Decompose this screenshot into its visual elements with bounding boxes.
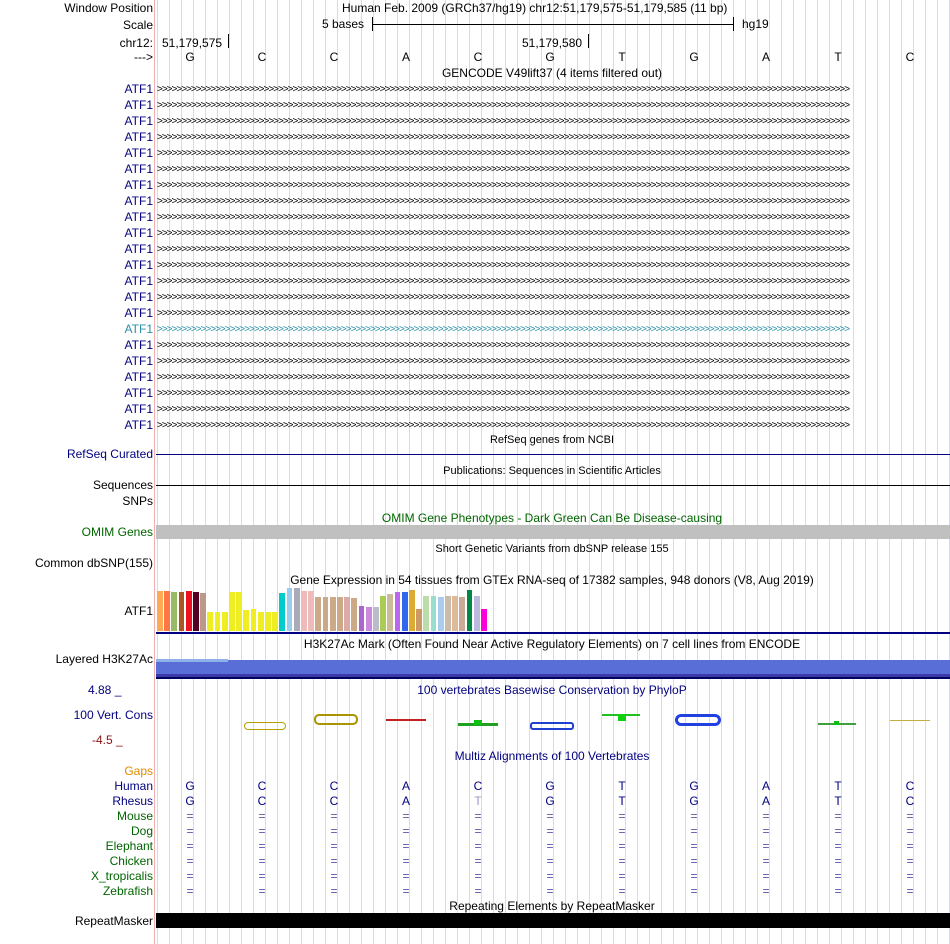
- alignment-base: =: [834, 839, 842, 853]
- gtex-tissue-bar[interactable]: [301, 591, 307, 631]
- phylop-title[interactable]: 100 vertebrates Basewise Conservation by PhyloP: [417, 683, 687, 697]
- gencode-transcript[interactable]: >>>>>>>>>>>>>>>>>>>>>>>>>>>>>>>>>>>>>>>>>>>>>>>>>>>>>>>>>>>>>>>>>>>>>>>>>>>>>>>>>>>>>>>>>>>>>>>>>>>>>>>>>>>>>>>>>>>>>>>>>>>>>>>>>>>>>>>>>>>>>>>: [157, 149, 850, 159]
- h3k27ac-signal-layer: [156, 659, 228, 662]
- gencode-transcript[interactable]: >>>>>>>>>>>>>>>>>>>>>>>>>>>>>>>>>>>>>>>>>>>>>>>>>>>>>>>>>>>>>>>>>>>>>>>>>>>>>>>>>>>>>>>>>>>>>>>>>>>>>>>>>>>>>>>>>>>>>>>>>>>>>>>>>>>>>>>>>>>>>>>: [157, 293, 850, 303]
- gencode-item-label[interactable]: ATF1: [124, 338, 153, 352]
- base-letter: G: [185, 50, 195, 64]
- gencode-item-label[interactable]: ATF1: [124, 322, 153, 336]
- gencode-transcript[interactable]: >>>>>>>>>>>>>>>>>>>>>>>>>>>>>>>>>>>>>>>>>>>>>>>>>>>>>>>>>>>>>>>>>>>>>>>>>>>>>>>>>>>>>>>>>>>>>>>>>>>>>>>>>>>>>>>>>>>>>>>>>>>>>>>>>>>>>>>>>>>>>>>: [157, 117, 850, 127]
- alignment-base: =: [402, 839, 410, 853]
- gencode-item-label[interactable]: ATF1: [124, 162, 153, 176]
- alignment-base: =: [186, 839, 194, 853]
- alignment-base: =: [258, 839, 266, 853]
- scale-text: 5 bases: [322, 17, 365, 31]
- gencode-transcript[interactable]: >>>>>>>>>>>>>>>>>>>>>>>>>>>>>>>>>>>>>>>>>>>>>>>>>>>>>>>>>>>>>>>>>>>>>>>>>>>>>>>>>>>>>>>>>>>>>>>>>>>>>>>>>>>>>>>>>>>>>>>>>>>>>>>>>>>>>>>>>>>>>>>: [157, 181, 850, 191]
- scale-db: hg19: [742, 17, 769, 31]
- multiz-species-label[interactable]: X_tropicalis: [90, 869, 153, 883]
- gtex-tissue-bar[interactable]: [431, 596, 437, 631]
- logo-letter-t-stem: [474, 720, 482, 725]
- alignment-base: =: [330, 809, 338, 823]
- gtex-tissue-bar[interactable]: [157, 591, 163, 631]
- coord-start-tick: [228, 34, 229, 48]
- alignment-base: =: [258, 854, 266, 868]
- gencode-item-label[interactable]: ATF1: [124, 354, 153, 368]
- alignment-base: =: [834, 869, 842, 883]
- gencode-transcript[interactable]: >>>>>>>>>>>>>>>>>>>>>>>>>>>>>>>>>>>>>>>>>>>>>>>>>>>>>>>>>>>>>>>>>>>>>>>>>>>>>>>>>>>>>>>>>>>>>>>>>>>>>>>>>>>>>>>>>>>>>>>>>>>>>>>>>>>>>>>>>>>>>>>: [157, 357, 850, 367]
- alignment-base: A: [401, 794, 411, 808]
- alignment-base: =: [474, 884, 482, 898]
- h3k27ac-title[interactable]: H3K27Ac Mark (Often Found Near Active Regulatory Elements) on 7 cell lines from ENCODE: [303, 637, 801, 651]
- alignment-base: =: [186, 854, 194, 868]
- alignment-base: =: [762, 869, 770, 883]
- gencode-transcript[interactable]: >>>>>>>>>>>>>>>>>>>>>>>>>>>>>>>>>>>>>>>>>>>>>>>>>>>>>>>>>>>>>>>>>>>>>>>>>>>>>>>>>>>>>>>>>>>>>>>>>>>>>>>>>>>>>>>>>>>>>>>>>>>>>>>>>>>>>>>>>>>>>>>: [157, 165, 850, 175]
- phylop-max: 4.88 _: [88, 683, 122, 697]
- gencode-item-label[interactable]: ATF1: [124, 306, 153, 320]
- label-separator: [154, 0, 155, 944]
- alignment-base: =: [690, 839, 698, 853]
- alignment-base: =: [690, 824, 698, 838]
- gtex-tissue-bar[interactable]: [438, 597, 444, 631]
- alignment-base: A: [761, 779, 771, 793]
- alignment-base: G: [185, 779, 195, 793]
- h3k27ac-floor: [156, 677, 950, 679]
- alignment-base: =: [546, 824, 554, 838]
- alignment-base: =: [546, 854, 554, 868]
- alignment-base: =: [474, 839, 482, 853]
- gencode-transcript[interactable]: >>>>>>>>>>>>>>>>>>>>>>>>>>>>>>>>>>>>>>>>>>>>>>>>>>>>>>>>>>>>>>>>>>>>>>>>>>>>>>>>>>>>>>>>>>>>>>>>>>>>>>>>>>>>>>>>>>>>>>>>>>>>>>>>>>>>>>>>>>>>>>>: [157, 85, 850, 95]
- gtex-tissue-bar[interactable]: [323, 597, 329, 631]
- alignment-base: =: [834, 884, 842, 898]
- gtex-tissue-bar[interactable]: [272, 612, 278, 631]
- gtex-tissue-bar[interactable]: [351, 598, 357, 631]
- alignment-base: G: [185, 794, 195, 808]
- refseq-title[interactable]: RefSeq genes from NCBI: [489, 434, 615, 446]
- alignment-base: =: [402, 824, 410, 838]
- gtex-tissue-bar[interactable]: [229, 592, 235, 631]
- alignment-base: A: [401, 779, 411, 793]
- base-letter: A: [401, 50, 411, 64]
- gtex-tissue-bar[interactable]: [279, 593, 285, 631]
- alignment-base: =: [330, 869, 338, 883]
- alignment-base: =: [402, 809, 410, 823]
- gencode-item-label[interactable]: ATF1: [124, 290, 153, 304]
- logo-letter-t-stem: [618, 714, 626, 721]
- alignment-base: =: [186, 824, 194, 838]
- omim-title[interactable]: OMIM Gene Phenotypes - Dark Green Can Be Disease-causing: [381, 511, 723, 525]
- multiz-species-label[interactable]: Mouse: [116, 809, 153, 823]
- scale-label: Scale: [122, 18, 153, 32]
- multiz-species-label[interactable]: Zebrafish: [102, 884, 153, 898]
- gtex-tissue-bar[interactable]: [164, 591, 170, 631]
- alignment-base: =: [546, 884, 554, 898]
- alignment-base: =: [618, 809, 626, 823]
- base-letter: C: [257, 50, 267, 64]
- base-letter: C: [329, 50, 339, 64]
- alignment-base: =: [834, 824, 842, 838]
- gencode-item-label[interactable]: ATF1: [124, 370, 153, 384]
- gtex-tissue-bar[interactable]: [423, 596, 429, 631]
- scale-bar: [372, 24, 733, 25]
- multiz-species-label[interactable]: Elephant: [105, 839, 153, 853]
- gencode-transcript[interactable]: >>>>>>>>>>>>>>>>>>>>>>>>>>>>>>>>>>>>>>>>>>>>>>>>>>>>>>>>>>>>>>>>>>>>>>>>>>>>>>>>>>>>>>>>>>>>>>>>>>>>>>>>>>>>>>>>>>>>>>>>>>>>>>>>>>>>>>>>>>>>>>>: [157, 421, 850, 431]
- gencode-transcript[interactable]: >>>>>>>>>>>>>>>>>>>>>>>>>>>>>>>>>>>>>>>>>>>>>>>>>>>>>>>>>>>>>>>>>>>>>>>>>>>>>>>>>>>>>>>>>>>>>>>>>>>>>>>>>>>>>>>>>>>>>>>>>>>>>>>>>>>>>>>>>>>>>>>: [157, 309, 850, 319]
- alignment-base: G: [545, 779, 555, 793]
- logo-letter-t-stem: [834, 721, 839, 725]
- alignment-base: =: [258, 869, 266, 883]
- strand-label: --->: [134, 50, 153, 64]
- gtex-tissue-bar[interactable]: [171, 592, 177, 631]
- alignment-base: =: [906, 839, 914, 853]
- alignment-base: =: [906, 884, 914, 898]
- gencode-item-label[interactable]: ATF1: [124, 82, 153, 96]
- alignment-base: C: [257, 794, 267, 808]
- multiz-species-label[interactable]: Chicken: [109, 854, 153, 868]
- gtex-tissue-bar[interactable]: [215, 612, 221, 631]
- alignment-base: =: [546, 869, 554, 883]
- alignment-base: =: [834, 809, 842, 823]
- alignment-base: =: [690, 854, 698, 868]
- gencode-transcript[interactable]: >>>>>>>>>>>>>>>>>>>>>>>>>>>>>>>>>>>>>>>>>>>>>>>>>>>>>>>>>>>>>>>>>>>>>>>>>>>>>>>>>>>>>>>>>>>>>>>>>>>>>>>>>>>>>>>>>>>>>>>>>>>>>>>>>>>>>>>>>>>>>>>: [157, 197, 850, 207]
- logo-letter-g: [675, 714, 721, 726]
- gtex-tissue-bar[interactable]: [222, 612, 228, 631]
- gtex-tissue-bar[interactable]: [459, 597, 465, 631]
- alignment-base: T: [618, 779, 626, 793]
- gtex-tissue-bar[interactable]: [395, 592, 401, 631]
- gtex-tissue-bar[interactable]: [186, 591, 192, 631]
- coord-mid: 51,179,580: [522, 36, 583, 50]
- alignment-base: C: [329, 794, 339, 808]
- alignment-base: =: [186, 884, 194, 898]
- alignment-base: =: [834, 854, 842, 868]
- multiz-species-label[interactable]: Dog: [130, 824, 153, 838]
- publications-label[interactable]: Sequences: [92, 478, 153, 492]
- multiz-species-label[interactable]: Human: [114, 779, 153, 793]
- repeatmasker-bar[interactable]: [156, 913, 950, 928]
- alignment-base: T: [618, 794, 626, 808]
- gencode-transcript[interactable]: >>>>>>>>>>>>>>>>>>>>>>>>>>>>>>>>>>>>>>>>>>>>>>>>>>>>>>>>>>>>>>>>>>>>>>>>>>>>>>>>>>>>>>>>>>>>>>>>>>>>>>>>>>>>>>>>>>>>>>>>>>>>>>>>>>>>>>>>>>>>>>>: [157, 277, 850, 287]
- base-letter: T: [834, 50, 842, 64]
- base-letter: G: [545, 50, 555, 64]
- gtex-tissue-bar[interactable]: [200, 593, 206, 631]
- alignment-base: =: [474, 809, 482, 823]
- coord-start: 51,179,575: [162, 36, 223, 50]
- base-letter: T: [618, 50, 626, 64]
- gtex-tissue-bar[interactable]: [474, 596, 480, 631]
- alignment-base: =: [402, 854, 410, 868]
- alignment-base: T: [474, 794, 482, 808]
- gtex-label[interactable]: ATF1: [124, 604, 153, 618]
- alignment-base: =: [906, 824, 914, 838]
- alignment-base: C: [257, 779, 267, 793]
- gencode-transcript[interactable]: >>>>>>>>>>>>>>>>>>>>>>>>>>>>>>>>>>>>>>>>>>>>>>>>>>>>>>>>>>>>>>>>>>>>>>>>>>>>>>>>>>>>>>>>>>>>>>>>>>>>>>>>>>>>>>>>>>>>>>>>>>>>>>>>>>>>>>>>>>>>>>>: [157, 405, 850, 415]
- gtex-tissue-bar[interactable]: [452, 596, 458, 631]
- alignment-base: =: [762, 839, 770, 853]
- gtex-baseline: [156, 632, 950, 634]
- phylop-label[interactable]: 100 Vert. Cons: [73, 708, 153, 722]
- alignment-base: =: [186, 869, 194, 883]
- gtex-tissue-bar[interactable]: [236, 592, 242, 631]
- gtex-tissue-bar[interactable]: [481, 609, 487, 631]
- alignment-base: =: [402, 884, 410, 898]
- alignment-base: =: [762, 884, 770, 898]
- phylop-min: -4.5 _: [92, 733, 123, 747]
- alignment-base: =: [762, 824, 770, 838]
- chrom-label: chr12:: [119, 36, 153, 50]
- repeatmasker-label[interactable]: RepeatMasker: [74, 914, 153, 928]
- gtex-tissue-bar[interactable]: [359, 606, 365, 631]
- gencode-transcript[interactable]: >>>>>>>>>>>>>>>>>>>>>>>>>>>>>>>>>>>>>>>>>>>>>>>>>>>>>>>>>>>>>>>>>>>>>>>>>>>>>>>>>>>>>>>>>>>>>>>>>>>>>>>>>>>>>>>>>>>>>>>>>>>>>>>>>>>>>>>>>>>>>>>: [157, 261, 850, 271]
- gencode-transcript[interactable]: >>>>>>>>>>>>>>>>>>>>>>>>>>>>>>>>>>>>>>>>>>>>>>>>>>>>>>>>>>>>>>>>>>>>>>>>>>>>>>>>>>>>>>>>>>>>>>>>>>>>>>>>>>>>>>>>>>>>>>>>>>>>>>>>>>>>>>>>>>>>>>>: [157, 101, 850, 111]
- gtex-tissue-bar[interactable]: [467, 590, 473, 631]
- alignment-base: =: [762, 854, 770, 868]
- gtex-bar-chart[interactable]: [157, 588, 537, 631]
- alignment-base: T: [834, 794, 842, 808]
- gtex-tissue-bar[interactable]: [308, 591, 314, 631]
- gtex-tissue-bar[interactable]: [315, 597, 321, 631]
- alignment-base: =: [618, 824, 626, 838]
- gencode-item-label[interactable]: ATF1: [124, 418, 153, 432]
- alignment-base: =: [690, 869, 698, 883]
- dbsnp-label[interactable]: Common dbSNP(155): [34, 556, 153, 570]
- gtex-tissue-bar[interactable]: [416, 609, 422, 631]
- gtex-tissue-bar[interactable]: [409, 590, 415, 631]
- alignment-base: =: [258, 824, 266, 838]
- gtex-tissue-bar[interactable]: [265, 612, 271, 631]
- gtex-tissue-bar[interactable]: [258, 612, 264, 631]
- gaps-label[interactable]: Gaps: [124, 764, 153, 778]
- gencode-transcript[interactable]: >>>>>>>>>>>>>>>>>>>>>>>>>>>>>>>>>>>>>>>>>>>>>>>>>>>>>>>>>>>>>>>>>>>>>>>>>>>>>>>>>>>>>>>>>>>>>>>>>>>>>>>>>>>>>>>>>>>>>>>>>>>>>>>>>>>>>>>>>>>>>>>: [157, 133, 850, 143]
- alignment-base: =: [258, 884, 266, 898]
- gtex-tissue-bar[interactable]: [179, 592, 185, 631]
- gencode-item-label[interactable]: ATF1: [124, 210, 153, 224]
- alignment-base: C: [473, 779, 483, 793]
- gencode-item-label[interactable]: ATF1: [124, 274, 153, 288]
- gtex-tissue-bar[interactable]: [330, 597, 336, 631]
- gtex-tissue-bar[interactable]: [373, 607, 379, 631]
- gencode-item-label[interactable]: ATF1: [124, 98, 153, 112]
- alignment-base: G: [545, 794, 555, 808]
- gtex-tissue-bar[interactable]: [366, 607, 372, 631]
- publications-title[interactable]: Publications: Sequences in Scientific Articles: [443, 465, 661, 477]
- alignment-base: =: [402, 869, 410, 883]
- alignment-base: =: [546, 839, 554, 853]
- gencode-item-label[interactable]: ATF1: [124, 402, 153, 416]
- gtex-tissue-bar[interactable]: [294, 588, 300, 631]
- gtex-tissue-bar[interactable]: [251, 609, 257, 631]
- gtex-tissue-bar[interactable]: [380, 596, 386, 631]
- gencode-item-label[interactable]: ATF1: [124, 386, 153, 400]
- gencode-transcript[interactable]: >>>>>>>>>>>>>>>>>>>>>>>>>>>>>>>>>>>>>>>>>>>>>>>>>>>>>>>>>>>>>>>>>>>>>>>>>>>>>>>>>>>>>>>>>>>>>>>>>>>>>>>>>>>>>>>>>>>>>>>>>>>>>>>>>>>>>>>>>>>>>>>: [157, 373, 850, 383]
- alignment-base: =: [546, 809, 554, 823]
- gencode-item-label[interactable]: ATF1: [124, 242, 153, 256]
- window-position-label: Window Position: [64, 1, 153, 15]
- gencode-title[interactable]: GENCODE V49lift37 (4 items filtered out): [441, 66, 663, 80]
- h3k27ac-label[interactable]: Layered H3K27Ac: [55, 652, 153, 666]
- alignment-base: =: [690, 884, 698, 898]
- gtex-tissue-bar[interactable]: [387, 594, 393, 631]
- gencode-transcript[interactable]: >>>>>>>>>>>>>>>>>>>>>>>>>>>>>>>>>>>>>>>>>>>>>>>>>>>>>>>>>>>>>>>>>>>>>>>>>>>>>>>>>>>>>>>>>>>>>>>>>>>>>>>>>>>>>>>>>>>>>>>>>>>>>>>>>>>>>>>>>>>>>>>: [157, 213, 850, 223]
- multiz-title[interactable]: Multiz Alignments of 100 Vertebrates: [454, 749, 650, 763]
- gencode-transcript[interactable]: >>>>>>>>>>>>>>>>>>>>>>>>>>>>>>>>>>>>>>>>>>>>>>>>>>>>>>>>>>>>>>>>>>>>>>>>>>>>>>>>>>>>>>>>>>>>>>>>>>>>>>>>>>>>>>>>>>>>>>>>>>>>>>>>>>>>>>>>>>>>>>>: [157, 341, 850, 351]
- repeatmasker-title[interactable]: Repeating Elements by RepeatMasker: [449, 899, 655, 913]
- alignment-base: =: [906, 854, 914, 868]
- alignment-base: G: [689, 794, 699, 808]
- alignment-base: =: [330, 839, 338, 853]
- refseq-line[interactable]: [156, 454, 950, 455]
- gtex-tissue-bar[interactable]: [193, 592, 199, 631]
- gencode-item-label[interactable]: ATF1: [124, 258, 153, 272]
- alignment-base: A: [761, 794, 771, 808]
- base-letter: G: [689, 50, 699, 64]
- refseq-label[interactable]: RefSeq Curated: [66, 447, 153, 461]
- gencode-transcript[interactable]: >>>>>>>>>>>>>>>>>>>>>>>>>>>>>>>>>>>>>>>>>>>>>>>>>>>>>>>>>>>>>>>>>>>>>>>>>>>>>>>>>>>>>>>>>>>>>>>>>>>>>>>>>>>>>>>>>>>>>>>>>>>>>>>>>>>>>>>>>>>>>>>: [157, 229, 850, 239]
- gencode-item-label[interactable]: ATF1: [124, 114, 153, 128]
- gtex-title[interactable]: Gene Expression in 54 tissues from GTEx RNA-seq of 17382 samples, 948 donors (V8, Aug 2019): [290, 573, 814, 587]
- logo-letter-g: [244, 722, 286, 730]
- coord-mid-tick: [588, 34, 589, 48]
- base-letter: C: [905, 50, 915, 64]
- base-letter: A: [761, 50, 771, 64]
- logo-letter-a: [386, 719, 426, 721]
- alignment-base: C: [329, 779, 339, 793]
- alignment-base: C: [905, 794, 915, 808]
- alignment-base: =: [474, 854, 482, 868]
- gtex-tissue-bar[interactable]: [402, 592, 408, 631]
- gencode-transcript[interactable]: >>>>>>>>>>>>>>>>>>>>>>>>>>>>>>>>>>>>>>>>>>>>>>>>>>>>>>>>>>>>>>>>>>>>>>>>>>>>>>>>>>>>>>>>>>>>>>>>>>>>>>>>>>>>>>>>>>>>>>>>>>>>>>>>>>>>>>>>>>>>>>>: [157, 245, 850, 255]
- alignment-base: =: [618, 854, 626, 868]
- alignment-base: T: [834, 779, 842, 793]
- alignment-base: =: [258, 809, 266, 823]
- alignment-base: =: [474, 824, 482, 838]
- gtex-tissue-bar[interactable]: [337, 597, 343, 631]
- dbsnp-title[interactable]: Short Genetic Variants from dbSNP release 155: [435, 543, 669, 555]
- alignment-base: =: [474, 869, 482, 883]
- alignment-base: =: [906, 869, 914, 883]
- gtex-tissue-bar[interactable]: [445, 596, 451, 631]
- gencode-item-label[interactable]: ATF1: [124, 130, 153, 144]
- assembly-position: Human Feb. 2009 (GRCh37/hg19) chr12:51,179,575-51,179,585 (11 bp): [342, 1, 728, 15]
- scale-bar-right-tick: [733, 17, 734, 31]
- alignment-base: =: [330, 854, 338, 868]
- alignment-base: =: [186, 809, 194, 823]
- logo-letter-c: [314, 714, 358, 725]
- h3k27ac-signal[interactable]: [156, 660, 950, 674]
- omim-bar[interactable]: [156, 525, 950, 539]
- alignment-base: =: [618, 839, 626, 853]
- alignment-base: =: [906, 809, 914, 823]
- gencode-item-label[interactable]: ATF1: [124, 194, 153, 208]
- gencode-item-label[interactable]: ATF1: [124, 146, 153, 160]
- gencode-transcript[interactable]: >>>>>>>>>>>>>>>>>>>>>>>>>>>>>>>>>>>>>>>>>>>>>>>>>>>>>>>>>>>>>>>>>>>>>>>>>>>>>>>>>>>>>>>>>>>>>>>>>>>>>>>>>>>>>>>>>>>>>>>>>>>>>>>>>>>>>>>>>>>>>>>: [157, 389, 850, 399]
- scale-bar-left-tick: [372, 17, 373, 31]
- gencode-item-label[interactable]: ATF1: [124, 226, 153, 240]
- alignment-base: =: [618, 869, 626, 883]
- gtex-tissue-bar[interactable]: [344, 597, 350, 631]
- alignment-base: C: [905, 779, 915, 793]
- logo-letter-g: [530, 722, 574, 730]
- alignment-base: =: [330, 884, 338, 898]
- alignment-base: =: [618, 884, 626, 898]
- alignment-base: =: [330, 824, 338, 838]
- alignment-base: =: [690, 809, 698, 823]
- multiz-species-label[interactable]: Rhesus: [112, 794, 153, 808]
- gtex-tissue-bar[interactable]: [287, 588, 293, 631]
- gtex-tissue-bar[interactable]: [207, 612, 213, 631]
- base-letter: C: [473, 50, 483, 64]
- alignment-base: G: [689, 779, 699, 793]
- snps-label[interactable]: SNPs: [122, 494, 153, 508]
- gencode-item-label[interactable]: ATF1: [124, 178, 153, 192]
- omim-label[interactable]: OMIM Genes: [81, 525, 153, 539]
- logo-letter-c: [890, 720, 930, 721]
- gencode-transcript[interactable]: >>>>>>>>>>>>>>>>>>>>>>>>>>>>>>>>>>>>>>>>>>>>>>>>>>>>>>>>>>>>>>>>>>>>>>>>>>>>>>>>>>>>>>>>>>>>>>>>>>>>>>>>>>>>>>>>>>>>>>>>>>>>>>>>>>>>>>>>>>>>>>>: [157, 325, 850, 335]
- publications-line[interactable]: [156, 485, 950, 486]
- gtex-tissue-bar[interactable]: [243, 610, 249, 631]
- alignment-base: =: [762, 809, 770, 823]
